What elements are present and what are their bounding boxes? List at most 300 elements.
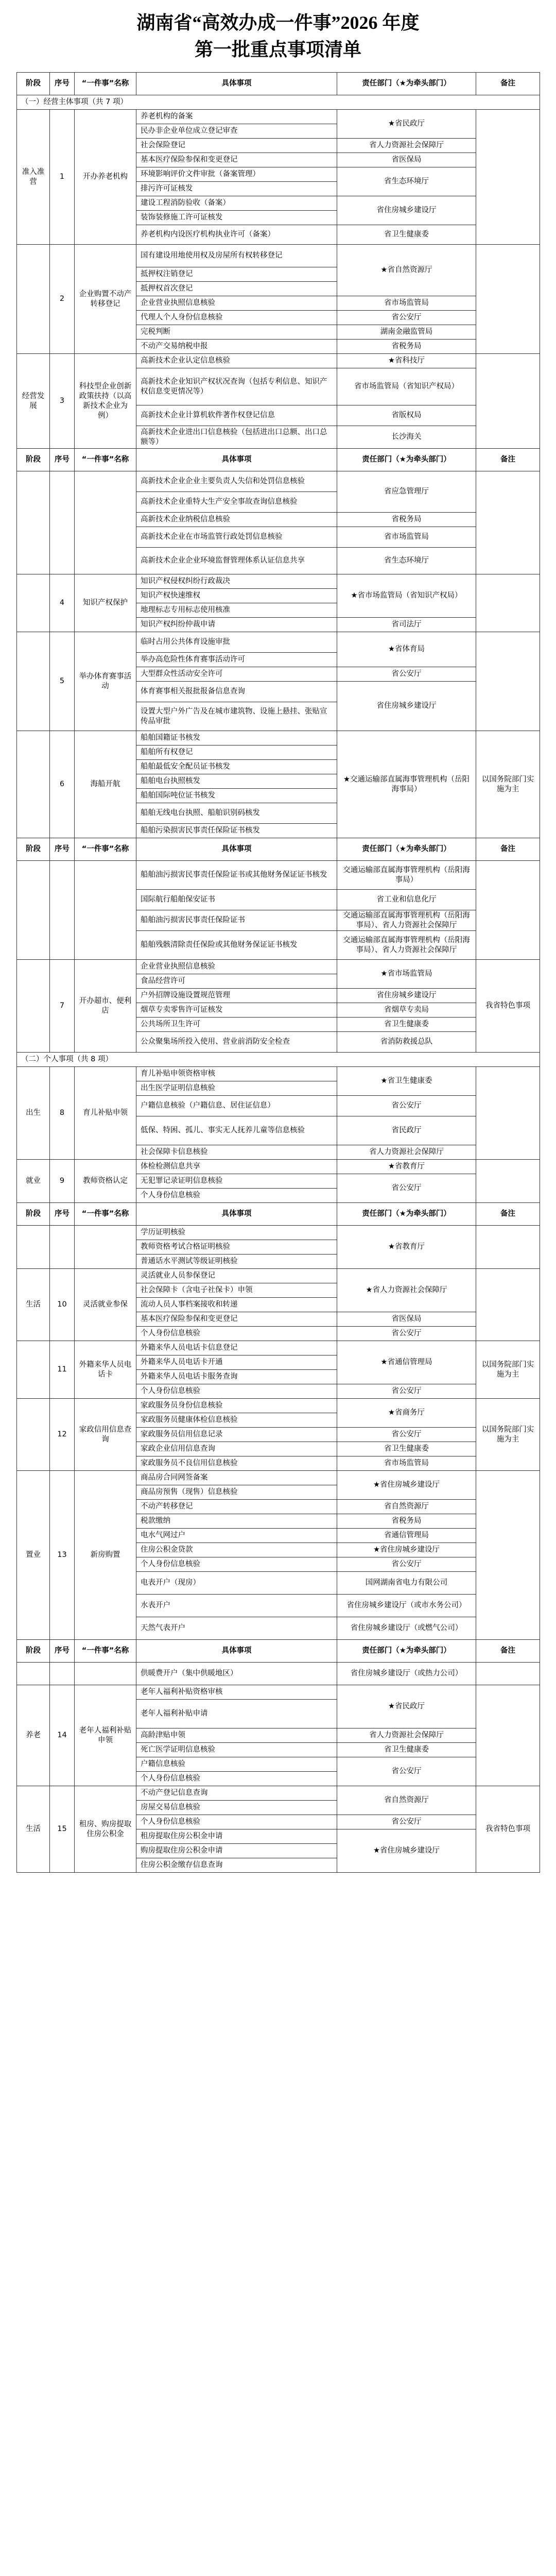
thing-name bbox=[75, 471, 136, 574]
thing-name: 开办养老机构 bbox=[75, 110, 136, 245]
column-header-lead: 责任部门（★为牵头部门） bbox=[337, 1203, 476, 1226]
item-cell: 电水气网过户 bbox=[136, 1529, 337, 1543]
remark-cell bbox=[476, 574, 540, 632]
column-header-remark: 备注 bbox=[476, 449, 540, 471]
lead-dept: ★省人力资源社会保障厅 bbox=[337, 1269, 476, 1312]
table-row bbox=[17, 471, 540, 492]
stage-cell bbox=[17, 574, 50, 632]
item-cell: 基本医疗保险参保和变更登记 bbox=[136, 153, 337, 167]
lead-dept: 省公安厅 bbox=[337, 1384, 476, 1399]
column-header-seq: 序号 bbox=[50, 1640, 75, 1663]
item-cell: 船舶残骸清除责任保险或其他财务保证证书核发 bbox=[136, 931, 337, 960]
lead-dept: 省住房城乡建设厅 bbox=[337, 989, 476, 1003]
seq-cell: 15 bbox=[50, 1786, 75, 1873]
lead-dept: 省生态环境厅 bbox=[337, 548, 476, 574]
remark-cell bbox=[476, 110, 540, 245]
item-cell: 体检检测信息共享 bbox=[136, 1160, 337, 1174]
stage-cell bbox=[17, 245, 50, 354]
item-cell: 户外招牌设施设置规范管理 bbox=[136, 989, 337, 1003]
lead-dept: 省税务局 bbox=[337, 513, 476, 527]
item-cell: 不动产交易纳税申报 bbox=[136, 340, 337, 354]
lead-dept: 省公安厅 bbox=[337, 667, 476, 682]
remark-cell bbox=[476, 1067, 540, 1160]
seq-cell: 12 bbox=[50, 1399, 75, 1471]
remark-cell: 以国务院部门实施为主 bbox=[476, 1399, 540, 1471]
item-cell: 天然气表开户 bbox=[136, 1617, 337, 1640]
item-cell: 高新技术企业企业环境监督管理体系认证信息共享 bbox=[136, 548, 337, 574]
lead-dept: 省人力资源社会保障厅 bbox=[337, 1728, 476, 1743]
item-cell: 高新技术企业企业主要负责人失信和处罚信息核验 bbox=[136, 471, 337, 492]
lead-dept: 省公安厅 bbox=[337, 1096, 476, 1116]
stage-cell: 就业 bbox=[17, 1160, 50, 1203]
lead-dept: ★省教育厅 bbox=[337, 1160, 476, 1174]
item-cell: 供暖费开户（集中供暖地区） bbox=[136, 1663, 337, 1685]
section-row bbox=[17, 1053, 540, 1067]
item-cell: 知识产权快速维权 bbox=[136, 589, 337, 603]
item-cell: 船舶油污损害民事责任保险证书或其他财务保证证书核发 bbox=[136, 861, 337, 890]
seq-cell: 1 bbox=[50, 110, 75, 245]
column-header-name: “一件事”名称 bbox=[75, 838, 136, 861]
lead-dept: ★省通信管理局 bbox=[337, 1341, 476, 1384]
table-header-row bbox=[17, 73, 540, 95]
seq-cell: 7 bbox=[50, 960, 75, 1053]
item-cell: 电表开户（现房） bbox=[136, 1572, 337, 1595]
table-row bbox=[17, 1471, 540, 1485]
remark-cell bbox=[476, 471, 540, 574]
item-cell: 体育赛事相关报批报备信息查询 bbox=[136, 682, 337, 702]
lead-dept: 省卫生健康委 bbox=[337, 225, 476, 245]
item-cell: 家政服务员身份信息核验 bbox=[136, 1399, 337, 1413]
item-cell: 老年人福利补贴申请 bbox=[136, 1700, 337, 1728]
item-cell: 高龄津贴申领 bbox=[136, 1728, 337, 1743]
stage-cell bbox=[17, 471, 50, 574]
lead-dept: 省卫生健康委 bbox=[337, 1018, 476, 1032]
table-header-row bbox=[17, 449, 540, 471]
lead-dept: 省人力资源社会保障厅 bbox=[337, 139, 476, 153]
item-cell: 环境影响评价文件审批（备案管理） bbox=[136, 167, 337, 182]
thing-name: 灵活就业参保 bbox=[75, 1269, 136, 1341]
table-row bbox=[17, 1786, 540, 1801]
thing-name: 外籍来华人员电话卡 bbox=[75, 1341, 136, 1399]
table-row bbox=[17, 245, 540, 267]
column-header-seq: 序号 bbox=[50, 1203, 75, 1226]
item-cell: 水表开户 bbox=[136, 1595, 337, 1617]
table-row bbox=[17, 632, 540, 653]
lead-dept: ★省住房城乡建设厅 bbox=[337, 1829, 476, 1873]
item-cell: 知识产权纠纷仲裁申请 bbox=[136, 618, 337, 632]
lead-dept: ★省体育局 bbox=[337, 632, 476, 667]
table-row bbox=[17, 1685, 540, 1700]
seq-cell: 9 bbox=[50, 1160, 75, 1203]
thing-name: 知识产权保护 bbox=[75, 574, 136, 632]
item-cell: 船舶国籍证书核发 bbox=[136, 731, 337, 745]
column-header-remark: 备注 bbox=[476, 838, 540, 861]
seq-cell: 4 bbox=[50, 574, 75, 632]
thing-name bbox=[75, 861, 136, 960]
remark-cell bbox=[476, 245, 540, 354]
stage-cell: 置业 bbox=[17, 1471, 50, 1640]
table-row bbox=[17, 1399, 540, 1413]
item-cell: 外籍来华人员电话卡服务查询 bbox=[136, 1370, 337, 1384]
item-cell: 代理人个人身份信息核验 bbox=[136, 311, 337, 325]
table-row bbox=[17, 1067, 540, 1081]
item-cell: 高新技术企业重特大生产安全事故查询信息核验 bbox=[136, 492, 337, 513]
item-cell: 知识产权侵权纠纷行政裁决 bbox=[136, 574, 337, 589]
lead-dept: 省市场监管局 bbox=[337, 1456, 476, 1471]
lead-dept: 省医保局 bbox=[337, 1312, 476, 1327]
item-cell: 商品房预售（现售）信息核验 bbox=[136, 1485, 337, 1500]
thing-name: 新房购置 bbox=[75, 1471, 136, 1640]
table-header-row bbox=[17, 838, 540, 861]
remark-cell bbox=[476, 861, 540, 960]
item-cell: 养老机构的备案 bbox=[136, 110, 337, 124]
seq-cell: 5 bbox=[50, 632, 75, 731]
lead-dept: 省市场监管局 bbox=[337, 296, 476, 311]
lead-dept: 湖南金融监管局 bbox=[337, 325, 476, 340]
item-cell: 举办高危险性体育赛事活动许可 bbox=[136, 653, 337, 667]
stage-cell bbox=[17, 1341, 50, 1399]
item-cell: 船舶国际吨位证书核发 bbox=[136, 789, 337, 803]
table-row bbox=[17, 861, 540, 890]
stage-cell: 经营发展 bbox=[17, 354, 50, 449]
remark-cell bbox=[476, 1685, 540, 1786]
thing-name bbox=[75, 1663, 136, 1685]
remark-cell bbox=[476, 354, 540, 449]
seq-cell bbox=[50, 1663, 75, 1685]
remark-cell: 我省特色事项 bbox=[476, 1786, 540, 1873]
seq-cell bbox=[50, 471, 75, 574]
thing-name: 老年人福利补贴申领 bbox=[75, 1685, 136, 1786]
lead-dept: ★省市场监管局（省知识产权局） bbox=[337, 574, 476, 618]
item-cell: 养老机构内设医疗机构执业许可（备案） bbox=[136, 225, 337, 245]
column-header-name: “一件事”名称 bbox=[75, 73, 136, 95]
item-cell: 地理标志专用标志使用核准 bbox=[136, 603, 337, 618]
lead-dept: 省税务局 bbox=[337, 340, 476, 354]
stage-cell bbox=[17, 861, 50, 960]
table-row bbox=[17, 1160, 540, 1174]
item-cell: 户籍信息核验（户籍信息、居住证信息） bbox=[136, 1096, 337, 1116]
item-cell: 个人身份信息核验 bbox=[136, 1327, 337, 1341]
lead-dept: 省税务局 bbox=[337, 1514, 476, 1529]
column-header-stage: 阶段 bbox=[17, 73, 50, 95]
item-cell: 国有建设用地使用权及房屋所有权转移登记 bbox=[136, 245, 337, 267]
remark-cell bbox=[476, 632, 540, 731]
table-row bbox=[17, 731, 540, 745]
lead-dept: 省烟草专卖局 bbox=[337, 1003, 476, 1018]
item-cell: 船舶油污损害民事责任保险证书 bbox=[136, 910, 337, 931]
lead-dept: 省公安厅 bbox=[337, 1174, 476, 1203]
lead-dept: 省生态环境厅 bbox=[337, 167, 476, 196]
stage-cell: 准入准营 bbox=[17, 110, 50, 245]
lead-dept: 省卫生健康委 bbox=[337, 1743, 476, 1757]
item-cell: 外籍来华人员电话卡开通 bbox=[136, 1355, 337, 1370]
lead-dept: ★省民政厅 bbox=[337, 1685, 476, 1728]
item-cell: 社会保障卡（含电子社保卡）申领 bbox=[136, 1283, 337, 1298]
item-cell: 设置大型户外广告及在城市建筑物、设施上悬挂、张贴宣传品审批 bbox=[136, 702, 337, 731]
item-cell: 个人身份信息核验 bbox=[136, 1557, 337, 1572]
seq-cell: 13 bbox=[50, 1471, 75, 1640]
item-cell: 购房提取住房公积金申请 bbox=[136, 1844, 337, 1858]
stage-cell bbox=[17, 960, 50, 1053]
lead-dept: 国网湖南省电力有限公司 bbox=[337, 1572, 476, 1595]
item-cell: 装饰装修施工许可证核发 bbox=[136, 211, 337, 225]
item-cell: 民办非企业单位成立登记审查 bbox=[136, 124, 337, 139]
stage-cell bbox=[17, 731, 50, 838]
lead-dept: 省公安厅 bbox=[337, 311, 476, 325]
column-header-remark: 备注 bbox=[476, 1640, 540, 1663]
lead-dept: ★省教育厅 bbox=[337, 1226, 476, 1269]
item-cell: 社会保险登记 bbox=[136, 139, 337, 153]
lead-dept: 省医保局 bbox=[337, 153, 476, 167]
column-header-stage: 阶段 bbox=[17, 449, 50, 471]
lead-dept: 省市场监管局 bbox=[337, 527, 476, 548]
table-row bbox=[17, 1663, 540, 1685]
lead-dept: 省公安厅 bbox=[337, 1327, 476, 1341]
stage-cell: 生活 bbox=[17, 1269, 50, 1341]
lead-dept: 省工业和信息化厅 bbox=[337, 890, 476, 910]
column-header-seq: 序号 bbox=[50, 73, 75, 95]
section-title: （二）个人事项（共 8 项） bbox=[17, 1053, 540, 1067]
column-header-name: “一件事”名称 bbox=[75, 449, 136, 471]
item-cell: 外籍来华人员电话卡信息登记 bbox=[136, 1341, 337, 1355]
remark-cell bbox=[476, 1269, 540, 1341]
item-cell: 建设工程消防验收（备案） bbox=[136, 196, 337, 211]
stage-cell: 养老 bbox=[17, 1685, 50, 1786]
item-cell: 高新技术企业知识产权状况查询（包括专利信息、知识产权信息变更情况等） bbox=[136, 368, 337, 405]
item-cell: 社会保障卡信息核验 bbox=[136, 1145, 337, 1160]
item-cell: 船舶无线电台执照、船舶识别码核发 bbox=[136, 803, 337, 824]
table-header-row bbox=[17, 1203, 540, 1226]
stage-cell: 出生 bbox=[17, 1067, 50, 1160]
item-cell: 不动产转移登记 bbox=[136, 1500, 337, 1514]
lead-dept: ★省科技厅 bbox=[337, 354, 476, 368]
seq-cell: 10 bbox=[50, 1269, 75, 1341]
column-header-lead: 责任部门（★为牵头部门） bbox=[337, 838, 476, 861]
item-cell: 食品经营许可 bbox=[136, 974, 337, 989]
lead-dept: 省住房城乡建设厅（或燃气公司） bbox=[337, 1617, 476, 1640]
column-header-seq: 序号 bbox=[50, 449, 75, 471]
lead-dept: ★省商务厅 bbox=[337, 1399, 476, 1428]
column-header-remark: 备注 bbox=[476, 1203, 540, 1226]
lead-dept: ★省住房城乡建设厅 bbox=[337, 1471, 476, 1500]
lead-dept: 省版权局 bbox=[337, 405, 476, 426]
section-title: （一）经营主体事项（共 7 项） bbox=[17, 95, 540, 110]
item-cell: 船舶所有权登记 bbox=[136, 745, 337, 760]
item-cell: 船舶最低安全配员证书核发 bbox=[136, 760, 337, 774]
lead-dept: ★省市场监管局 bbox=[337, 960, 476, 989]
table-row bbox=[17, 354, 540, 368]
thing-name bbox=[75, 1226, 136, 1269]
thing-name: 举办体育赛事活动 bbox=[75, 632, 136, 731]
remark-cell bbox=[476, 1226, 540, 1269]
item-cell: 国际航行船舶保安证书 bbox=[136, 890, 337, 910]
lead-dept: ★省自然资源厅 bbox=[337, 245, 476, 296]
thing-name: 开办超市、便利店 bbox=[75, 960, 136, 1053]
item-cell: 个人身份信息核验 bbox=[136, 1815, 337, 1829]
item-cell: 家政企业信用信息查询 bbox=[136, 1442, 337, 1456]
stage-cell: 生活 bbox=[17, 1786, 50, 1873]
item-cell: 无犯罪记录证明信息核验 bbox=[136, 1174, 337, 1189]
item-cell: 死亡医学证明信息核验 bbox=[136, 1743, 337, 1757]
column-header-remark: 备注 bbox=[476, 73, 540, 95]
remark-cell bbox=[476, 1160, 540, 1203]
item-cell: 灵活就业人员参保登记 bbox=[136, 1269, 337, 1283]
lead-dept: 省住房城乡建设厅 bbox=[337, 682, 476, 731]
lead-dept: 省应急管理厅 bbox=[337, 471, 476, 513]
table-row bbox=[17, 1341, 540, 1355]
lead-dept: ★省住房城乡建设厅 bbox=[337, 1543, 476, 1557]
item-cell: 公众聚集场所投入使用、营业前消防安全检查 bbox=[136, 1032, 337, 1053]
remark-cell: 我省特色事项 bbox=[476, 960, 540, 1053]
lead-dept: 省公安厅 bbox=[337, 1815, 476, 1829]
item-cell: 老年人福利补贴资格审核 bbox=[136, 1685, 337, 1700]
thing-name: 家政信用信息查询 bbox=[75, 1399, 136, 1471]
seq-cell bbox=[50, 1226, 75, 1269]
stage-cell bbox=[17, 1663, 50, 1685]
item-cell: 临时占用公共体育设施审批 bbox=[136, 632, 337, 653]
item-cell: 基本医疗保险参保和变更登记 bbox=[136, 1312, 337, 1327]
thing-name: 海船开航 bbox=[75, 731, 136, 838]
seq-cell: 3 bbox=[50, 354, 75, 449]
lead-dept: 省民政厅 bbox=[337, 1116, 476, 1145]
column-header-name: “一件事”名称 bbox=[75, 1203, 136, 1226]
lead-dept: 省司法厅 bbox=[337, 618, 476, 632]
column-header-items: 具体事项 bbox=[136, 838, 337, 861]
column-header-items: 具体事项 bbox=[136, 73, 337, 95]
item-cell: 高新技术企业纳税信息核验 bbox=[136, 513, 337, 527]
column-header-name: “一件事”名称 bbox=[75, 1640, 136, 1663]
item-cell: 税款缴纳 bbox=[136, 1514, 337, 1529]
table-row bbox=[17, 1269, 540, 1283]
item-cell: 家政服务员健康体检信息核验 bbox=[136, 1413, 337, 1428]
table-row bbox=[17, 574, 540, 589]
column-header-items: 具体事项 bbox=[136, 1203, 337, 1226]
item-cell: 船舶电台执照核发 bbox=[136, 774, 337, 789]
column-header-seq: 序号 bbox=[50, 838, 75, 861]
section-row bbox=[17, 95, 540, 110]
item-cell: 出生医学证明信息核验 bbox=[136, 1081, 337, 1096]
column-header-lead: 责任部门（★为牵头部门） bbox=[337, 1640, 476, 1663]
item-cell: 公共场所卫生许可 bbox=[136, 1018, 337, 1032]
seq-cell: 6 bbox=[50, 731, 75, 838]
item-cell: 商品房合同网签备案 bbox=[136, 1471, 337, 1485]
lead-dept: 省消防救援总队 bbox=[337, 1032, 476, 1053]
item-cell: 学历证明核验 bbox=[136, 1226, 337, 1240]
item-cell: 抵押权注销登记 bbox=[136, 267, 337, 282]
lead-dept: 省自然资源厅 bbox=[337, 1500, 476, 1514]
stage-cell bbox=[17, 1226, 50, 1269]
lead-dept: 省住房城乡建设厅（或市水务公司） bbox=[337, 1595, 476, 1617]
column-header-lead: 责任部门（★为牵头部门） bbox=[337, 73, 476, 95]
seq-cell bbox=[50, 861, 75, 960]
item-cell: 高新技术企业在市场监管行政处罚信息核验 bbox=[136, 527, 337, 548]
table-row bbox=[17, 1226, 540, 1240]
item-cell: 教师资格考试合格证明核验 bbox=[136, 1240, 337, 1255]
lead-dept: 长沙海关 bbox=[337, 426, 476, 449]
column-header-stage: 阶段 bbox=[17, 838, 50, 861]
lead-dept: 交通运输部直属海事管理机构（岳阳海事局）、省人力资源社会保障厅 bbox=[337, 910, 476, 931]
item-cell: 高新技术企业认定信息核验 bbox=[136, 354, 337, 368]
doc-title-line1: 湖南省“高效办成一件事”2026 年度 bbox=[136, 12, 420, 33]
table-row bbox=[17, 960, 540, 974]
lead-dept: 省公安厅 bbox=[337, 1557, 476, 1572]
item-cell: 户籍信息核验 bbox=[136, 1757, 337, 1772]
item-cell: 流动人员人事档案接收和转递 bbox=[136, 1298, 337, 1312]
item-cell: 完税判断 bbox=[136, 325, 337, 340]
item-cell: 育儿补贴申领资格审核 bbox=[136, 1067, 337, 1081]
item-cell: 大型群众性活动安全许可 bbox=[136, 667, 337, 682]
thing-name: 企业购置不动产转移登记 bbox=[75, 245, 136, 354]
lead-dept: 交通运输部直属海事管理机构（岳阳海事局） bbox=[337, 861, 476, 890]
item-cell: 普通话水平测试等级证明核验 bbox=[136, 1255, 337, 1269]
item-cell: 个人身份信息核验 bbox=[136, 1384, 337, 1399]
stage-cell bbox=[17, 1399, 50, 1471]
column-header-items: 具体事项 bbox=[136, 1640, 337, 1663]
item-cell: 租房提取住房公积金申请 bbox=[136, 1829, 337, 1844]
column-header-items: 具体事项 bbox=[136, 449, 337, 471]
items-table bbox=[16, 72, 540, 1873]
column-header-lead: 责任部门（★为牵头部门） bbox=[337, 449, 476, 471]
lead-dept: 省人力资源社会保障厅 bbox=[337, 1145, 476, 1160]
seq-cell: 8 bbox=[50, 1067, 75, 1160]
column-header-stage: 阶段 bbox=[17, 1203, 50, 1226]
item-cell: 房屋交易信息核验 bbox=[136, 1801, 337, 1815]
seq-cell: 11 bbox=[50, 1341, 75, 1399]
lead-dept: 省自然资源厅 bbox=[337, 1786, 476, 1815]
lead-dept: 省住房城乡建设厅 bbox=[337, 196, 476, 225]
seq-cell: 14 bbox=[50, 1685, 75, 1786]
item-cell: 烟草专卖零售许可证核发 bbox=[136, 1003, 337, 1018]
lead-dept: 省通信管理局 bbox=[337, 1529, 476, 1543]
table-row bbox=[17, 110, 540, 124]
remark-cell bbox=[476, 1471, 540, 1640]
table-header-row bbox=[17, 1640, 540, 1663]
item-cell: 个人身份信息核验 bbox=[136, 1189, 337, 1203]
lead-dept: 交通运输部直属海事管理机构（岳阳海事局）、省人力资源社会保障厅 bbox=[337, 931, 476, 960]
item-cell: 企业营业执照信息核验 bbox=[136, 296, 337, 311]
lead-dept: 省卫生健康委 bbox=[337, 1442, 476, 1456]
thing-name: 育儿补贴申领 bbox=[75, 1067, 136, 1160]
item-cell: 船舶污染损害民事责任保险证书核发 bbox=[136, 824, 337, 838]
item-cell: 排污许可证核发 bbox=[136, 182, 337, 196]
lead-dept: ★省民政厅 bbox=[337, 110, 476, 139]
stage-cell bbox=[17, 632, 50, 731]
lead-dept: 省市场监管局（省知识产权局） bbox=[337, 368, 476, 405]
thing-name: 租房、购房提取住房公积金 bbox=[75, 1786, 136, 1873]
seq-cell: 2 bbox=[50, 245, 75, 354]
item-cell: 高新技术企业进出口信息核验（包括进出口总额、出口总额等） bbox=[136, 426, 337, 449]
lead-dept: 省公安厅 bbox=[337, 1428, 476, 1442]
item-cell: 个人身份信息核验 bbox=[136, 1772, 337, 1786]
remark-cell: 以国务院部门实施为主 bbox=[476, 1341, 540, 1399]
item-cell: 住房公积金贷款 bbox=[136, 1543, 337, 1557]
lead-dept: 省公安厅 bbox=[337, 1757, 476, 1786]
item-cell: 低保、特困、孤儿、事实无人抚养儿童等信息核验 bbox=[136, 1116, 337, 1145]
lead-dept: ★省卫生健康委 bbox=[337, 1067, 476, 1096]
remark-cell: 以国务院部门实施为主 bbox=[476, 731, 540, 838]
remark-cell bbox=[476, 1663, 540, 1685]
item-cell: 抵押权首次登记 bbox=[136, 282, 337, 296]
lead-dept: 省住房城乡建设厅（或热力公司） bbox=[337, 1663, 476, 1685]
item-cell: 家政服务员信用信息记录 bbox=[136, 1428, 337, 1442]
column-header-stage: 阶段 bbox=[17, 1640, 50, 1663]
item-cell: 住房公积金缴存信息查询 bbox=[136, 1858, 337, 1873]
item-cell: 家政服务员不良信用信息核验 bbox=[136, 1456, 337, 1471]
doc-title-line2: 第一批重点事项清单 bbox=[194, 39, 361, 60]
thing-name: 教师资格认定 bbox=[75, 1160, 136, 1203]
thing-name: 科技型企业创新政策扶持（以高新技术企业为例） bbox=[75, 354, 136, 449]
item-cell: 高新技术企业计算机软件著作权登记信息 bbox=[136, 405, 337, 426]
